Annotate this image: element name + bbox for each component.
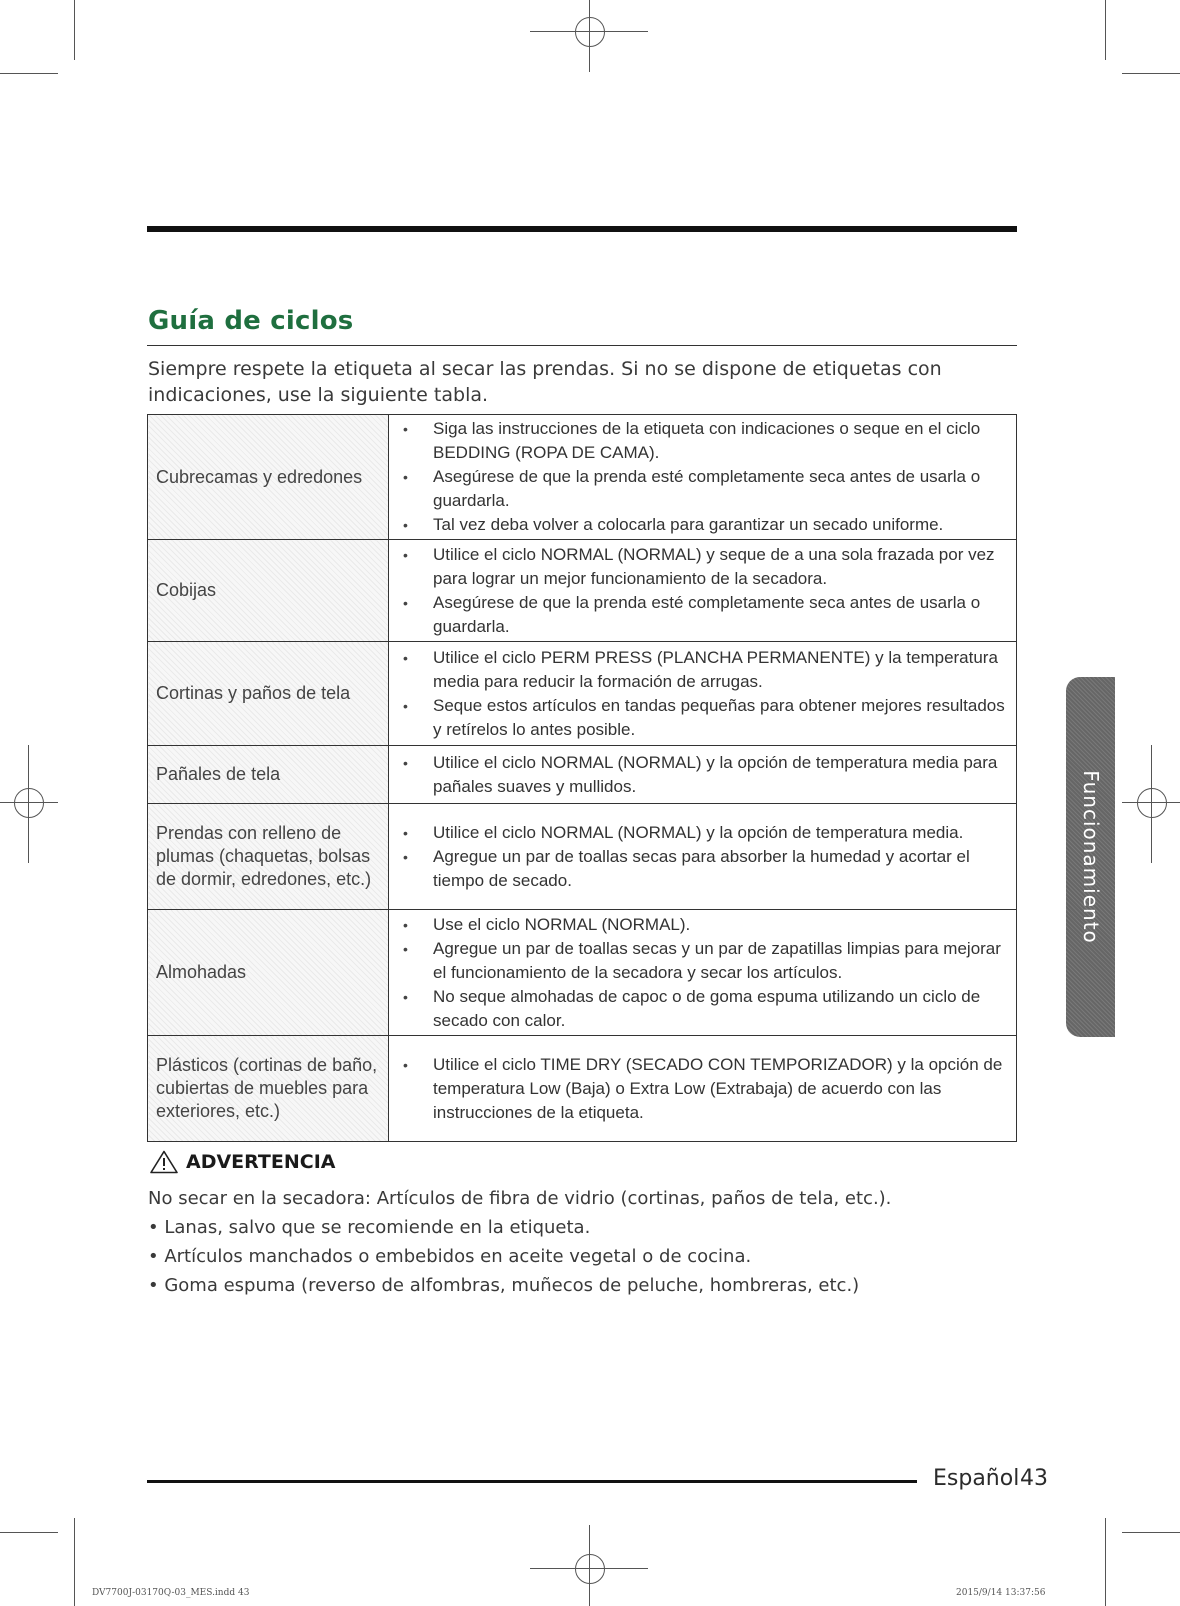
instruction-item: • Utilice el ciclo PERM PRESS (PLANCHA PERMANENTE) y la temperatura media para reducir la formación de arrugas. <box>403 646 1006 694</box>
registration-mark-circle <box>575 17 605 47</box>
instruction-item: • Siga las instrucciones de la etiqueta con indicaciones o seque en el ciclo BEDDING (ROPA DE CAMA). <box>403 417 1006 465</box>
warning-line: • Artículos manchados o embebidos en aceite vegetal o de cocina. <box>148 1246 752 1267</box>
instruction-item: • Utilice el ciclo NORMAL (NORMAL) y la opción de temperatura media para pañales suaves y mullidos. <box>403 751 1006 799</box>
crop-mark <box>1122 1532 1180 1533</box>
instruction-item: • Tal vez deba volver a colocarla para garantizar un secado uniforme. <box>403 513 1006 537</box>
instructions-cell <box>389 642 1017 746</box>
instructions-cell <box>389 910 1017 1036</box>
instruction-item: • Asegúrese de que la prenda esté completamente seca antes de usarla o guardarla. <box>403 465 1006 513</box>
instruction-item: • Utilice el ciclo TIME DRY (SECADO CON TEMPORIZADOR) y la opción de temperatura Low (Baja) o Extra Low (Extrabaja) de acuerdo con las instrucciones de la etiqueta. <box>403 1053 1006 1125</box>
instruction-item: • Asegúrese de que la prenda esté completamente seca antes de usarla o guardarla. <box>403 591 1006 639</box>
print-slug-timestamp: 2015/9/14 13:37:56 <box>956 1588 1046 1598</box>
crop-mark <box>1105 0 1106 60</box>
fabric-type-cell: Cubrecamas y edredones <box>148 415 389 540</box>
fabric-type-cell: Plásticos (cortinas de baño, cubiertas de muebles para exteriores, etc.) <box>148 1036 389 1142</box>
instruction-list <box>403 913 1006 1033</box>
registration-mark-circle <box>575 1554 605 1584</box>
crop-mark <box>0 1532 58 1533</box>
instruction-item: • Use el ciclo NORMAL (NORMAL). <box>403 913 1006 937</box>
crop-mark <box>74 1518 75 1606</box>
table-row <box>148 415 1017 540</box>
fabric-type-cell: Pañales de tela <box>148 746 389 804</box>
instructions-cell <box>389 1036 1017 1142</box>
crop-mark <box>0 73 58 74</box>
section-title: Guía de ciclos <box>148 306 354 336</box>
instructions-cell <box>389 746 1017 804</box>
warning-body <box>148 1184 1008 1300</box>
footer-language: Español <box>933 1466 1020 1491</box>
intro-paragraph: Siempre respete la etiqueta al secar las prendas. Si no se dispone de etiquetas con indicaciones, use la siguiente tabla. <box>148 358 942 406</box>
instruction-item: • Seque estos artículos en tandas pequeñas para obtener mejores resultados y retírelos lo antes posible. <box>403 694 1006 742</box>
side-tab-funcionamiento <box>1066 677 1115 1037</box>
warning-line: • Lanas, salvo que se recomiende en la etiqueta. <box>148 1217 591 1238</box>
warning-line: • Goma espuma (reverso de alfombras, muñecos de peluche, hombreras, etc.) <box>148 1275 860 1296</box>
instruction-item: • No seque almohadas de capoc o de goma espuma utilizando un ciclo de secado con calor. <box>403 985 1006 1033</box>
warning-triangle-icon <box>150 1150 178 1174</box>
instruction-item: • Utilice el ciclo NORMAL (NORMAL) y la opción de temperatura media. <box>403 821 1006 845</box>
cycle-table-body <box>148 415 1017 1142</box>
instruction-list <box>403 543 1006 639</box>
instructions-cell <box>389 804 1017 910</box>
instruction-item: • Agregue un par de toallas secas para absorber la humedad y acortar el tiempo de secado. <box>403 845 1006 893</box>
crop-mark <box>74 0 75 60</box>
instruction-item: • Utilice el ciclo NORMAL (NORMAL) y seque de a una sola frazada por vez para lograr un mejor funcionamiento de la secadora. <box>403 543 1006 591</box>
warning-heading-text: ADVERTENCIA <box>186 1151 336 1173</box>
fabric-type-cell: Almohadas <box>148 910 389 1036</box>
instruction-item: • Agregue un par de toallas secas y un par de zapatillas limpias para mejorar el funcionamiento de la secadora y secar los artículos. <box>403 937 1006 985</box>
table-row <box>148 746 1017 804</box>
fabric-type-cell: Cobijas <box>148 540 389 642</box>
table-row <box>148 804 1017 910</box>
instructions-cell <box>389 540 1017 642</box>
table-row <box>148 540 1017 642</box>
fabric-type-cell: Cortinas y paños de tela <box>148 642 389 746</box>
instruction-list <box>403 1053 1006 1125</box>
instruction-list <box>403 751 1006 799</box>
footer-rule <box>147 1480 917 1483</box>
page-number: 43 <box>1020 1466 1048 1491</box>
table-row <box>148 910 1017 1036</box>
registration-mark-circle <box>1137 788 1167 818</box>
fabric-type-cell: Prendas con relleno de plumas (chaquetas, bolsas de dormir, edredones, etc.) <box>148 804 389 910</box>
instruction-list <box>403 646 1006 742</box>
title-underline <box>147 345 1017 346</box>
side-tab-label: Funcionamiento <box>1078 770 1103 944</box>
instruction-list <box>403 821 1006 893</box>
crop-mark <box>1105 1518 1106 1606</box>
instructions-cell <box>389 415 1017 540</box>
header-rule <box>147 226 1017 232</box>
cycle-guide-table <box>147 414 1017 1142</box>
table-row <box>148 642 1017 746</box>
warning-line: No secar en la secadora: Artículos de fibra de vidrio (cortinas, paños de tela, etc.). <box>148 1188 892 1209</box>
registration-mark-circle <box>14 788 44 818</box>
warning-heading <box>150 1150 336 1174</box>
table-row <box>148 1036 1017 1142</box>
instruction-list <box>403 417 1006 537</box>
crop-mark <box>1122 73 1180 74</box>
print-slug-file: DV7700J-03170Q-03_MES.indd 43 <box>92 1588 250 1598</box>
